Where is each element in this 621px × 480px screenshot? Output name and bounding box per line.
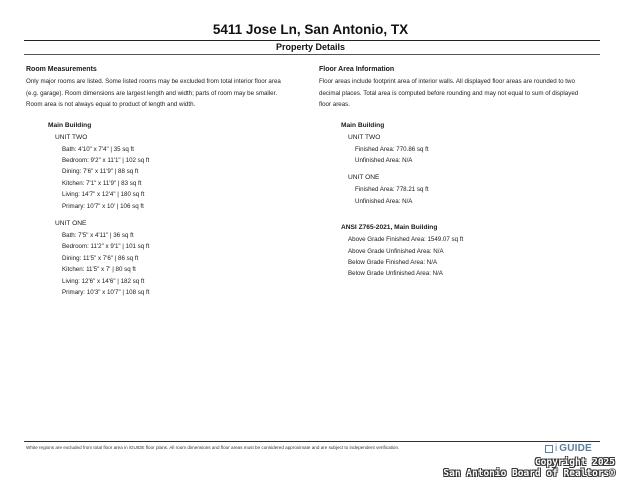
iguide-logo-icon <box>545 445 553 453</box>
description-line: (e.g. garage). Room dimensions are largest length and width; parts of room may be smaller. <box>26 89 278 97</box>
copyright-watermark: Copyright 2025 <box>534 457 615 468</box>
room-row: Living: 12'6" x 14'6" | 182 sq ft <box>62 277 145 285</box>
iguide-brand <box>545 443 592 454</box>
description-line: floor areas. <box>319 101 350 108</box>
footer-disclaimer: White regions are excluded from total floor area in iGUIDE floor plans. All room dimensions and floor areas must be considered approximate and are subject to independent verification. <box>26 445 400 450</box>
subtitle-divider <box>24 54 600 55</box>
footer-divider <box>24 441 600 442</box>
floor-area-section <box>319 64 603 280</box>
ansi-row: Above Grade Finished Area: 1549.07 sq ft <box>348 236 464 244</box>
room-row: Primary: 10'3" x 10'7" | 108 sq ft <box>62 288 150 296</box>
room-building-title: Main Building <box>48 121 92 129</box>
brand-guide-text: GUIDE <box>559 443 592 454</box>
room-row: Living: 14'7" x 12'4" | 180 sq ft <box>62 191 145 199</box>
room-row: Kitchen: 11'5" x 7' | 80 sq ft <box>62 266 136 274</box>
brand-i-text: i <box>555 443 558 454</box>
board-watermark: San Antonio Board of Realtors® <box>443 468 615 479</box>
description-line: Only major rooms are listed. Some listed rooms may be excluded from total interior floor area <box>26 78 281 85</box>
area-row: Unfinished Area: N/A <box>355 156 413 164</box>
description-line: Room area is not always equal to product of length and width. <box>26 101 196 108</box>
description-line: Floor areas include footprint area of interior walls. All displayed floor areas are rounded to two <box>319 78 575 85</box>
ansi-row: Below Grade Finished Area: N/A <box>348 258 438 266</box>
spacer <box>319 207 603 213</box>
area-row: Finished Area: 778.21 sq ft <box>355 186 429 194</box>
area-building-title: Main Building <box>341 121 385 129</box>
room-row: Dining: 11'5" x 7'6" | 86 sq ft <box>62 254 139 262</box>
floor-area-description <box>319 76 603 111</box>
property-details-heading: Property Details <box>275 42 346 52</box>
area-row: Unfinished Area: N/A <box>355 197 413 205</box>
floor-area-heading: Floor Area Information <box>319 66 395 73</box>
room-measurements-description <box>26 76 306 111</box>
ansi-heading: ANSI Z765-2021, Main Building <box>341 224 438 232</box>
property-address-title: 5411 Jose Ln, San Antonio, TX <box>212 22 409 37</box>
room-row: Bedroom: 11'2" x 9'1" | 101 sq ft <box>62 243 150 251</box>
room-measurements-heading: Room Measurements <box>26 66 97 73</box>
area-row: Finished Area: 770.86 sq ft <box>355 145 429 153</box>
room-unit-one-title: UNIT ONE <box>55 219 87 227</box>
room-unit-two-title: UNIT TWO <box>55 133 88 141</box>
ansi-row: Below Grade Unfinished Area: N/A <box>348 270 443 278</box>
room-row: Dining: 7'6" x 11'9" | 88 sq ft <box>62 168 139 176</box>
room-row: Kitchen: 7'1" x 11'9" | 83 sq ft <box>62 179 142 187</box>
room-row: Primary: 10'7" x 10' | 106 sq ft <box>62 202 144 210</box>
ansi-row: Above Grade Unfinished Area: N/A <box>348 247 444 255</box>
description-line: decimal places. Total area is computed before rounding and may not equal to sum of displayed <box>319 89 579 97</box>
room-row: Bath: 4'10" x 7'4" | 35 sq ft <box>62 145 134 153</box>
area-unit-two-title: UNIT TWO <box>348 133 381 141</box>
room-measurements-section <box>26 64 306 298</box>
room-row: Bedroom: 9'2" x 11'1" | 102 sq ft <box>62 156 150 164</box>
area-unit-one-title: UNIT ONE <box>348 174 380 182</box>
room-row: Bath: 7'5" x 4'11" | 36 sq ft <box>62 231 134 239</box>
top-divider <box>24 40 600 41</box>
